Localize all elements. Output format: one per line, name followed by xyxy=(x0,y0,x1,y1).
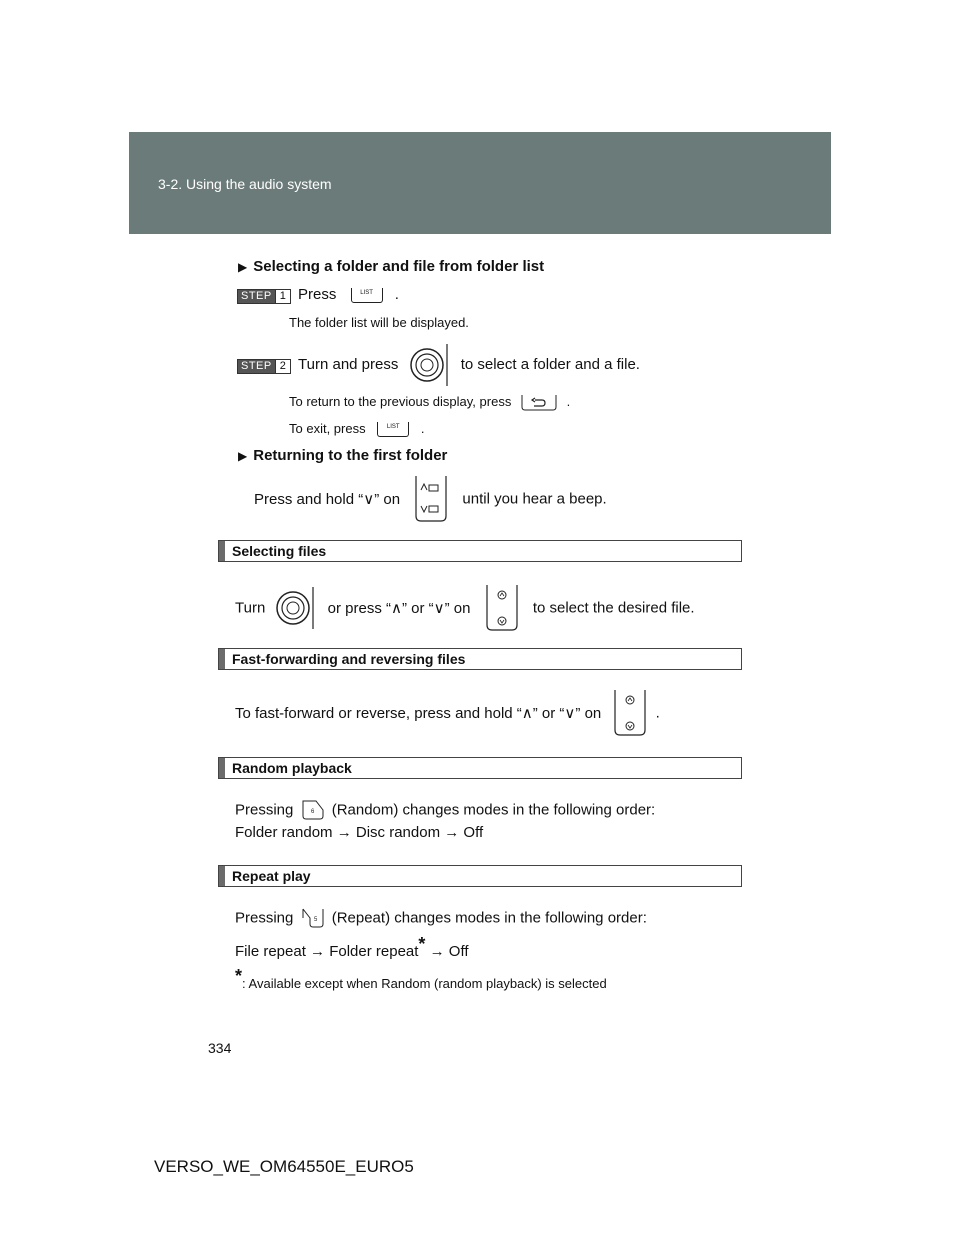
random-playback-text: Pressing 6 (Random) changes modes in the following order: xyxy=(235,801,656,819)
first-folder-text: Press and hold “∨” on until you hear a beep. xyxy=(254,476,607,522)
triangle-bullet-icon: ▶ xyxy=(238,260,248,274)
tune-select-knob-icon xyxy=(407,342,453,388)
random-playback-sequence: Folder random → Disc random → Off xyxy=(235,824,484,841)
list-button-icon: LIST xyxy=(377,422,409,437)
selecting-files-text: Turn or press “∧” or “∨” on to select the desired file. xyxy=(235,585,695,631)
step2-badge: STEP 2 xyxy=(237,359,291,374)
svg-text:5: 5 xyxy=(313,917,317,923)
preset-6-button-icon xyxy=(302,800,324,820)
fast-forward-text: To fast-forward or reverse, press and hold “∧” or “∨” on . xyxy=(235,690,660,736)
repeat-play-sequence: File repeat → Folder repeat* → Off xyxy=(235,934,469,960)
selecting-files-bar: Selecting files xyxy=(218,540,742,562)
page-number: 334 xyxy=(208,1040,232,1056)
folder-list-heading: ▶ Selecting a folder and file from folder list xyxy=(238,258,545,275)
step1-row: STEP 1 Press LIST . xyxy=(237,286,399,304)
repeat-footnote: *: Available except when Random (random playback) is selected xyxy=(235,966,607,991)
repeat-play-text: Pressing 5 (Repeat) changes modes in the following order: xyxy=(235,909,647,927)
step1-note: The folder list will be displayed. xyxy=(289,315,469,330)
first-folder-heading: ▶ Returning to the first folder xyxy=(238,447,448,464)
folder-up-down-button-icon xyxy=(414,476,448,522)
repeat-play-bar: Repeat play xyxy=(218,865,742,887)
back-button-icon xyxy=(521,395,557,411)
tune-select-knob-icon xyxy=(273,585,319,631)
seek-track-button-icon xyxy=(485,585,519,631)
list-button-icon: LIST xyxy=(351,288,383,303)
fast-forward-bar: Fast-forwarding and reversing files xyxy=(218,648,742,670)
exit-note: To exit, press LIST . xyxy=(289,421,425,436)
document-code: VERSO_WE_OM64550E_EURO5 xyxy=(154,1157,414,1176)
triangle-bullet-icon: ▶ xyxy=(238,449,248,463)
random-playback-bar: Random playback xyxy=(218,757,742,779)
section-header-title: 3-2. Using the audio system xyxy=(158,176,332,192)
step2-row: STEP 2 Turn and press to select a folder and a file. xyxy=(237,342,640,388)
step1-badge: STEP 1 xyxy=(237,289,291,304)
svg-text:6: 6 xyxy=(310,809,314,815)
preset-5-button-icon xyxy=(302,908,324,928)
seek-track-button-icon xyxy=(613,690,647,736)
return-note: To return to the previous display, press . xyxy=(289,394,571,409)
